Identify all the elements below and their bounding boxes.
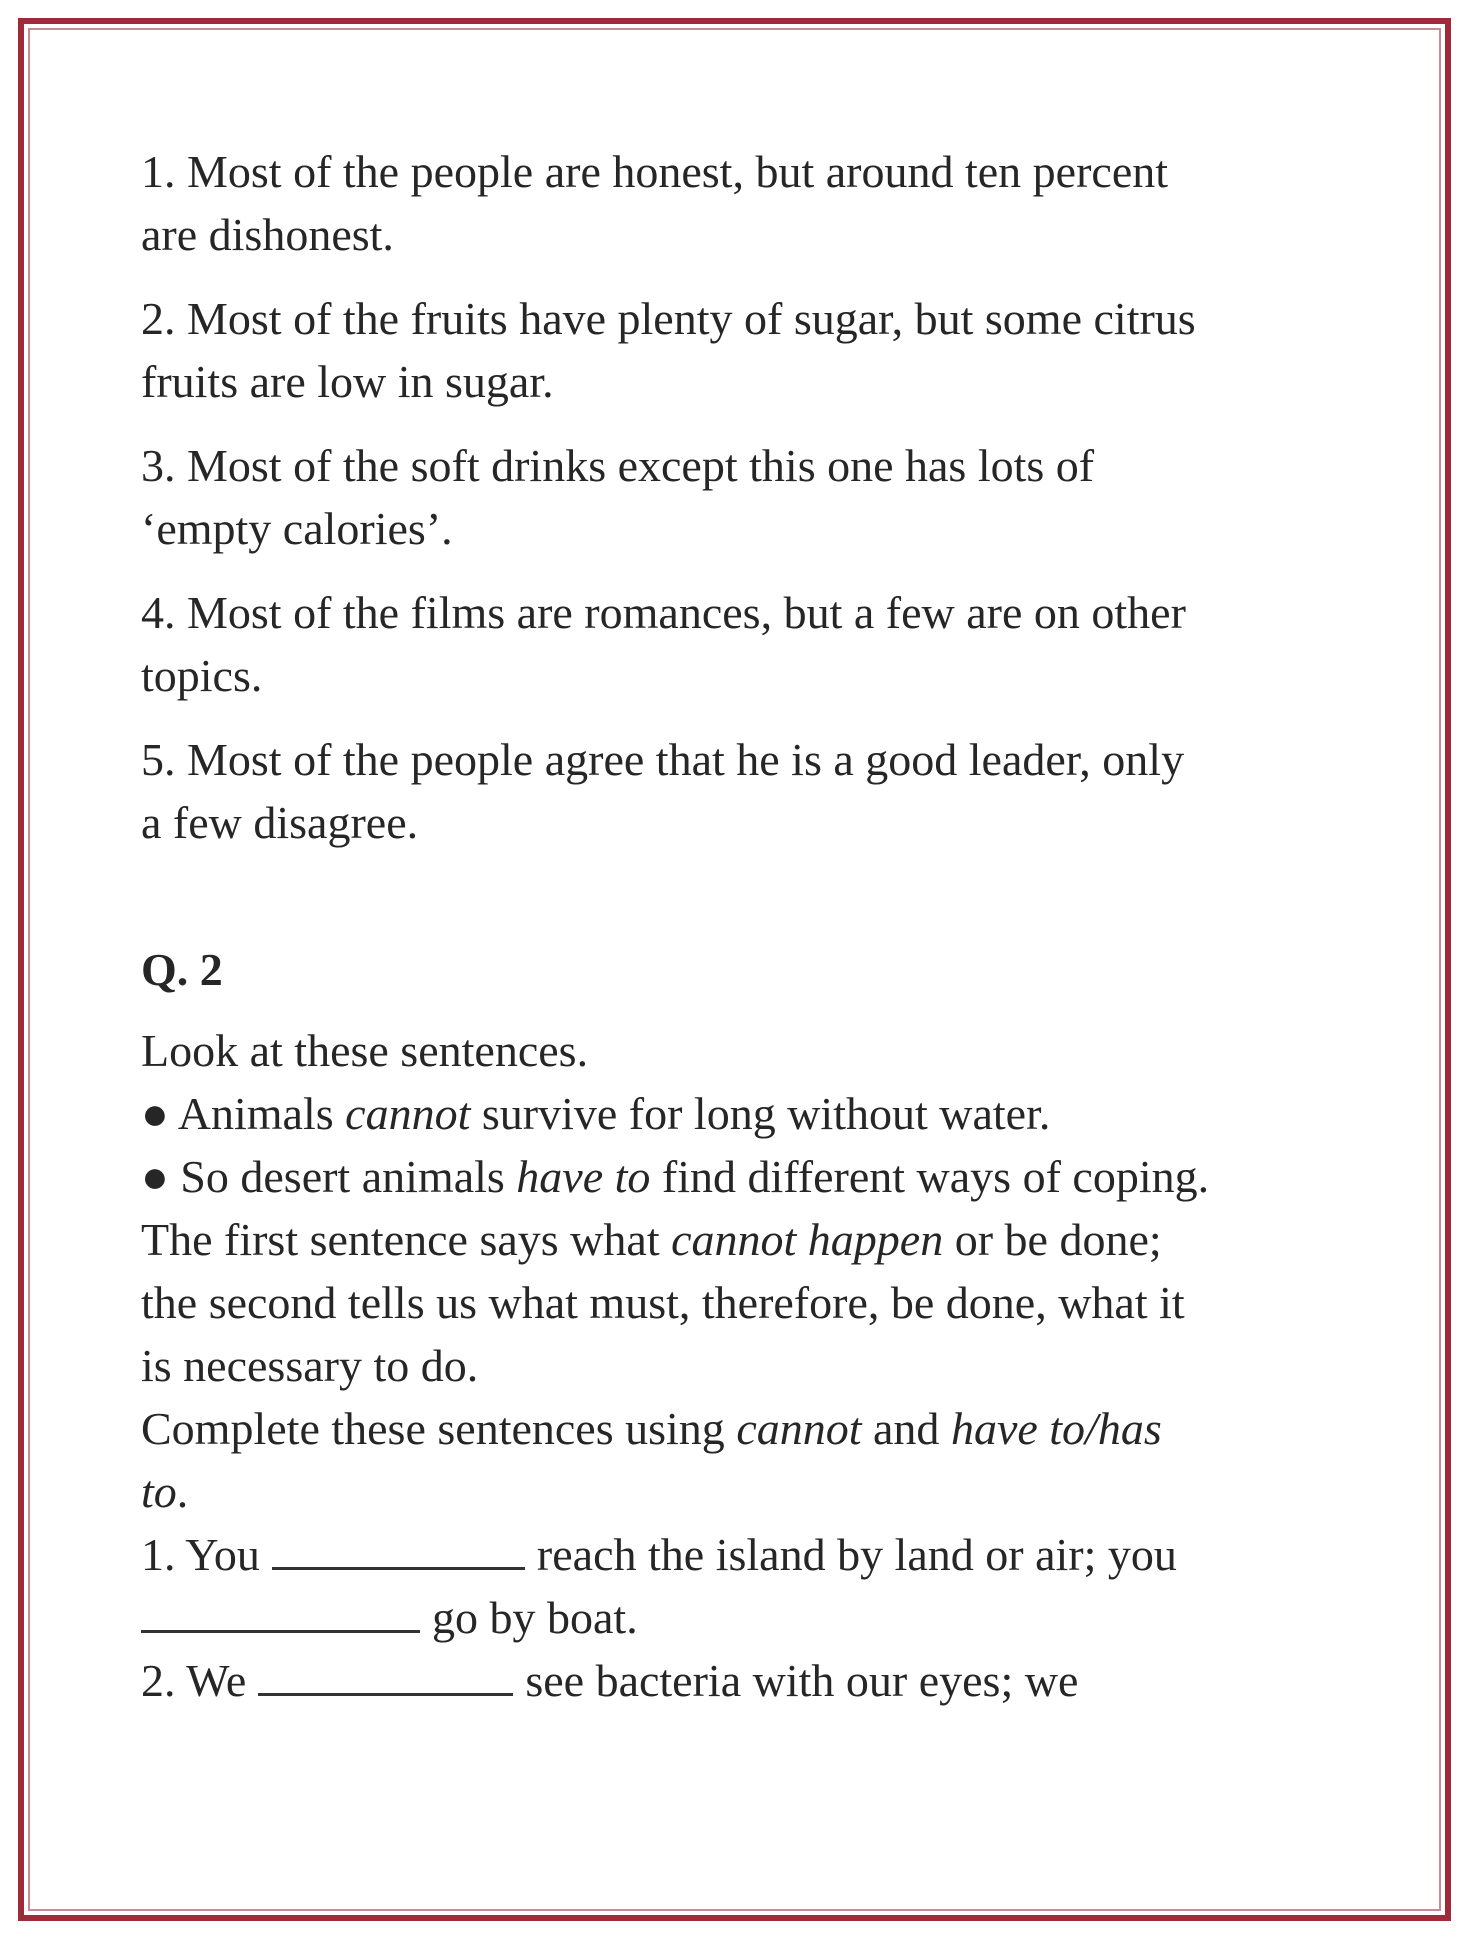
instruction-line [141, 1397, 1209, 1460]
item-line: 4. Most of the films are romances, but a few are on other [141, 587, 1186, 638]
explanation-line [141, 1208, 1209, 1271]
exercise-line [141, 1586, 1209, 1649]
intro-text: Look at these sentences. [141, 1025, 589, 1076]
explanation-line: is necessary to do. [141, 1340, 479, 1391]
blank-field[interactable] [141, 1590, 420, 1633]
emphasis: cannot happen [671, 1214, 944, 1265]
blank-field[interactable] [258, 1653, 513, 1696]
text: 1. You [141, 1529, 260, 1580]
document-content [141, 140, 1209, 1712]
list-item [141, 728, 1209, 854]
emphasis: have to/has [950, 1403, 1162, 1454]
text: reach the island by land or air; you [536, 1529, 1177, 1580]
text: So desert animals [180, 1151, 517, 1202]
explanation-line: the second tells us what must, therefore, be done, what it [141, 1277, 1185, 1328]
item-line: a few disagree. [141, 797, 419, 848]
item-line: are dishonest. [141, 209, 394, 260]
item-line: fruits are low in sugar. [141, 356, 554, 407]
item-line: 2. Most of the fruits have plenty of sugar, but some citrus [141, 293, 1196, 344]
text: see bacteria with our eyes; we [525, 1655, 1079, 1706]
bullet-item [141, 1082, 1209, 1145]
list-item [141, 287, 1209, 413]
exercise-line [141, 1523, 1209, 1586]
text: survive for long without water. [470, 1088, 1051, 1139]
text: and [861, 1403, 951, 1454]
blank-field[interactable] [272, 1527, 525, 1570]
list-item [141, 581, 1209, 707]
instruction-line [141, 1460, 1209, 1523]
list-item [141, 140, 1209, 266]
text: go by boat. [432, 1592, 638, 1643]
emphasis: to [141, 1466, 177, 1517]
item-line: ‘empty calories’. [141, 503, 453, 554]
exercise-line [141, 1649, 1209, 1712]
question-heading: Q. 2 [141, 944, 223, 995]
bullet-icon: ● [141, 1151, 169, 1202]
text: find different ways of coping. [650, 1151, 1210, 1202]
bullet-item [141, 1145, 1209, 1208]
item-line: topics. [141, 650, 263, 701]
emphasis: have to [516, 1151, 651, 1202]
list-item [141, 434, 1209, 560]
emphasis: cannot [345, 1088, 471, 1139]
emphasis: cannot [736, 1403, 862, 1454]
text: Animals [177, 1088, 346, 1139]
text: Complete these sentences using [141, 1403, 737, 1454]
text: . [176, 1466, 189, 1517]
item-line: 3. Most of the soft drinks except this one has lots of [141, 440, 1095, 491]
text: 2. We [141, 1655, 247, 1706]
text: The first sentence says what [141, 1214, 672, 1265]
item-line: 1. Most of the people are honest, but around ten percent [141, 146, 1169, 197]
item-line: 5. Most of the people agree that he is a good leader, only [141, 734, 1185, 785]
text: or be done; [943, 1214, 1162, 1265]
bullet-icon: ● [141, 1088, 169, 1139]
